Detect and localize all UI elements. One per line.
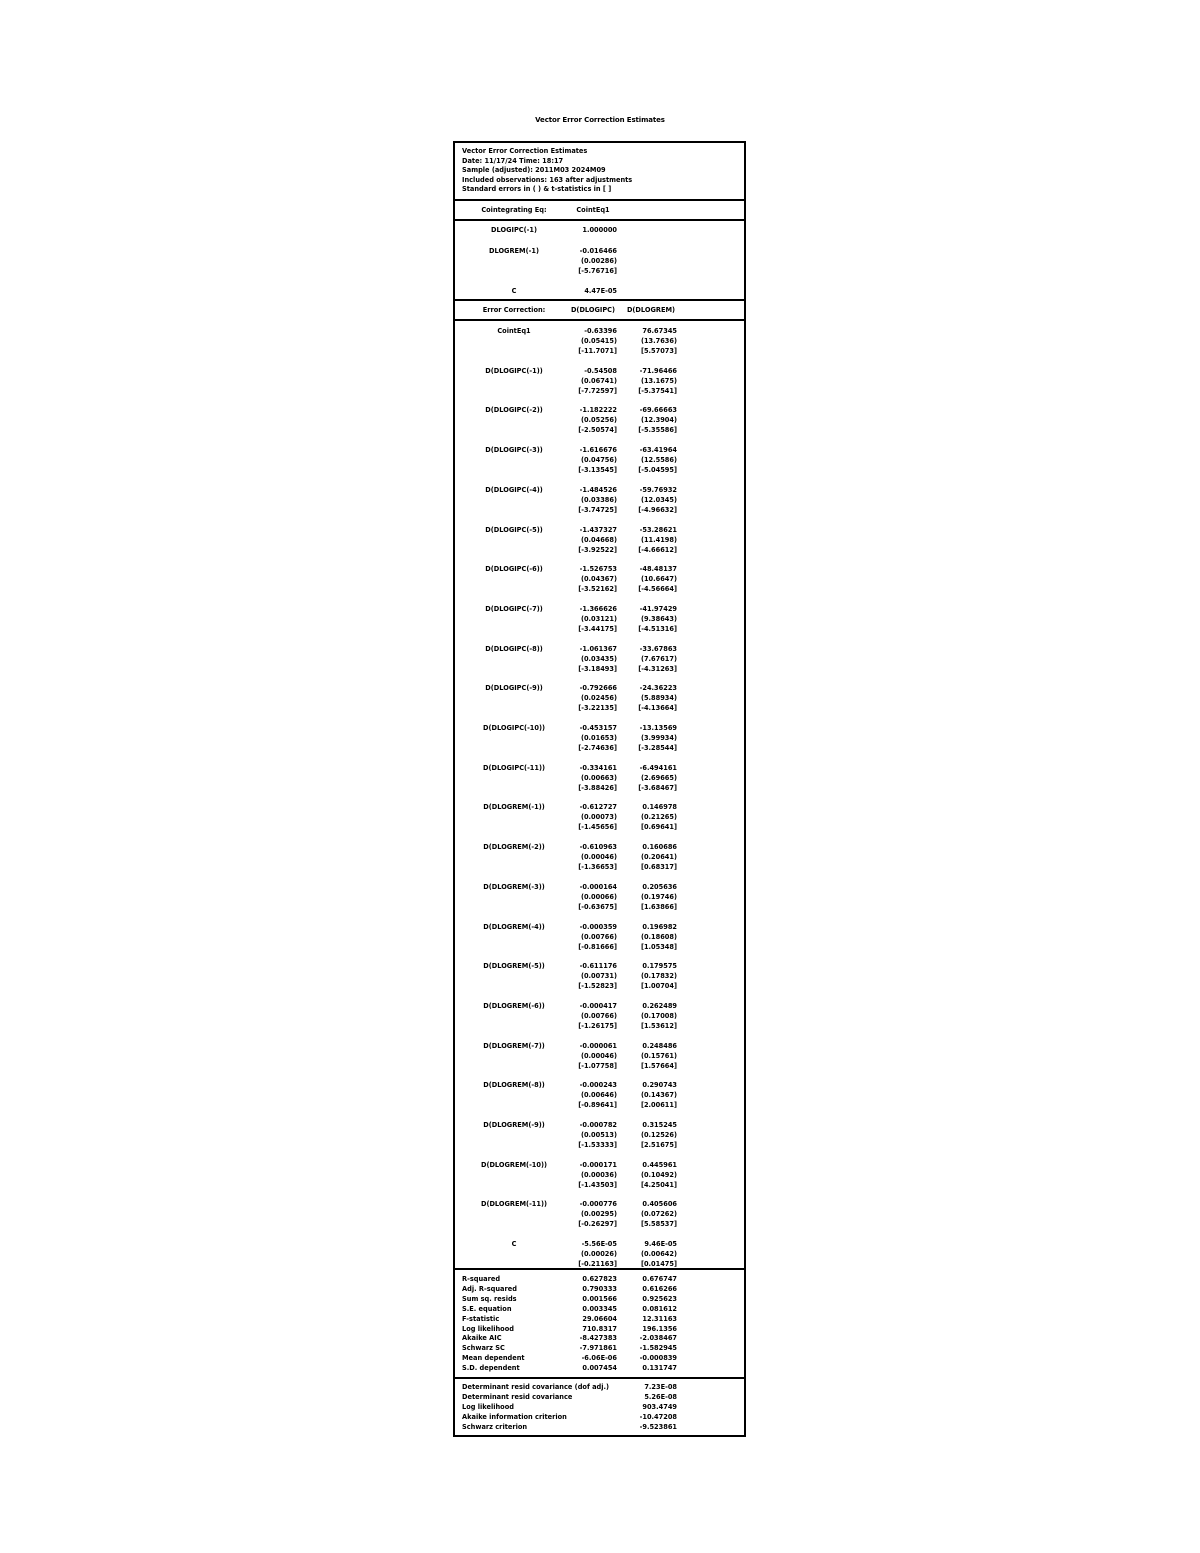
ec-value-rem: [1.53612]	[640, 1021, 677, 1030]
stat-label: Akaike AIC	[462, 1334, 502, 1343]
ec-value-ipc: (0.03121)	[580, 614, 617, 623]
system-stat-value: -10.47208	[639, 1412, 677, 1421]
system-stat-value: 903.4749	[642, 1402, 677, 1411]
ec-value-ipc: -1.526753	[579, 565, 617, 574]
ec-value-ipc: [-1.36653]	[578, 863, 617, 872]
ec-row-label: D(DLOGIPC(-9))	[485, 684, 543, 693]
ec-value-ipc: -0.000417	[579, 1001, 617, 1010]
ec-value-rem: [1.00704]	[640, 982, 677, 991]
coint-row-label: DLOGREM(-1)	[489, 247, 539, 255]
ec-value-ipc: -0.610963	[579, 843, 617, 852]
stat-label: Sum sq. resids	[462, 1294, 517, 1303]
ec-value-ipc: -0.000171	[579, 1160, 617, 1169]
ec-row-label: D(DLOGIPC(-8))	[485, 644, 543, 653]
stat-value-rem: 12.31163	[642, 1314, 677, 1323]
coint-value: [-5.76716]	[578, 267, 617, 275]
ec-value-rem: -71.96466	[639, 366, 677, 375]
ec-value-rem: [0.69641]	[640, 823, 677, 832]
ec-value-ipc: (0.05415)	[580, 337, 617, 345]
ec-value-rem: [-5.37541]	[638, 386, 677, 395]
ec-column-header-ipc: D(DLOGIPC)	[570, 306, 616, 314]
system-stat-label: Log likelihood	[462, 1402, 514, 1411]
coint-header-label: Cointegrating Eq:	[481, 206, 547, 214]
coint-value: (0.00286)	[580, 257, 617, 265]
system-stat-value: -9.523861	[639, 1422, 677, 1431]
ec-value-rem: [-4.66612]	[638, 545, 677, 554]
cointegrating-section	[455, 201, 744, 221]
ec-value-ipc: (0.00295)	[580, 1210, 617, 1219]
stat-value-ipc: 29.06604	[582, 1314, 617, 1323]
ec-value-rem: [2.51675]	[640, 1141, 677, 1149]
ec-value-ipc: [-1.45656]	[578, 823, 617, 832]
ec-row-label: CointEq1	[497, 327, 531, 335]
coint-value: 4.47E-05	[584, 287, 617, 295]
ec-value-rem: [5.57073]	[640, 347, 677, 355]
ec-value-ipc: (0.02456)	[580, 694, 617, 703]
ec-row-label: D(DLOGIPC(-4))	[485, 485, 543, 494]
ec-row-label: D(DLOGREM(-3))	[483, 882, 545, 891]
ec-value-rem: 0.160686	[642, 843, 677, 852]
ec-row-label: D(DLOGIPC(-3))	[485, 446, 543, 455]
ec-value-rem: (0.10492)	[640, 1170, 677, 1179]
ec-value-rem: 0.290743	[642, 1081, 677, 1090]
stat-value-rem: -0.000839	[639, 1354, 677, 1363]
ec-value-rem: (9.38643)	[640, 614, 677, 623]
ec-value-rem: (5.88934)	[640, 694, 677, 703]
ec-value-rem: (11.4198)	[640, 535, 677, 544]
ec-value-rem: [-3.28544]	[638, 744, 677, 752]
ec-value-rem: (0.17832)	[640, 972, 677, 981]
stat-value-rem: 0.131747	[642, 1364, 677, 1373]
header-line: Date: 11/17/24 Time: 18:17	[462, 156, 564, 165]
ec-value-ipc: -0.000061	[579, 1041, 617, 1050]
ec-row-label: D(DLOGIPC(-10))	[482, 724, 546, 732]
ec-value-rem: 0.179575	[642, 962, 677, 971]
stat-label: Log likelihood	[462, 1324, 514, 1333]
ec-value-rem: 9.46E-05	[644, 1240, 677, 1249]
ec-value-ipc: (0.00766)	[580, 932, 617, 941]
stat-label: Adj. R-squared	[462, 1284, 517, 1293]
stat-value-ipc: 0.007454	[582, 1364, 617, 1373]
cointegrating-coefficients	[455, 221, 744, 301]
ec-value-ipc: [-3.74725]	[578, 505, 617, 514]
ec-value-ipc: (0.04756)	[580, 456, 617, 465]
system-stat-value: 7.23E-08	[644, 1383, 677, 1391]
coint-value: 1.000000	[582, 226, 617, 234]
ec-row-label: D(DLOGIPC(-1))	[485, 366, 543, 375]
ec-value-rem: 0.205636	[642, 882, 677, 891]
ec-row-label: D(DLOGREM(-2))	[483, 843, 545, 852]
ec-value-rem: [2.00611]	[640, 1101, 677, 1110]
ec-value-ipc: (0.00646)	[580, 1091, 617, 1100]
ec-value-rem: 0.405606	[642, 1200, 677, 1209]
ec-value-rem: (13.1675)	[640, 376, 677, 385]
ec-value-ipc: -0.54508	[584, 366, 617, 375]
ec-value-rem: [1.05348]	[640, 942, 677, 951]
stat-label: S.D. dependent	[462, 1364, 520, 1373]
header-line: Sample (adjusted): 2011M03 2024M09	[462, 166, 606, 175]
ec-value-rem: (7.67617)	[640, 654, 677, 663]
ec-value-ipc: [-3.52162]	[578, 585, 617, 594]
error-correction-coefficients	[455, 321, 744, 1270]
ec-value-ipc: -0.000776	[579, 1200, 617, 1209]
coint-column-header: CointEq1	[576, 206, 610, 214]
ec-row-label: D(DLOGREM(-4))	[483, 922, 545, 931]
ec-value-ipc: (0.00046)	[580, 1051, 617, 1060]
ec-value-ipc: -0.611176	[579, 962, 617, 971]
ec-value-rem: [5.58537]	[640, 1220, 677, 1229]
system-statistics	[455, 1379, 744, 1435]
ec-value-rem: [-5.04595]	[638, 466, 677, 475]
ec-value-rem: -69.66663	[639, 406, 677, 415]
ec-value-ipc: (0.00073)	[580, 813, 617, 822]
ec-value-rem: (0.20641)	[640, 853, 677, 862]
ec-value-ipc: -0.000164	[579, 882, 617, 891]
ec-value-rem: -53.28621	[639, 525, 677, 534]
ec-value-ipc: [-7.72597]	[578, 386, 617, 395]
document-title: Vector Error Correction Estimates	[535, 116, 665, 124]
stat-value-rem: -2.038467	[639, 1334, 677, 1343]
stat-value-ipc: -6.06E-06	[581, 1354, 617, 1363]
ec-row-label: D(DLOGIPC(-11))	[482, 763, 546, 772]
ec-value-rem: 0.262489	[642, 1001, 677, 1010]
coint-row-label: C	[511, 287, 517, 295]
ec-value-rem: -33.67863	[639, 644, 677, 653]
error-correction-header	[455, 301, 744, 321]
ec-value-ipc: -0.000243	[579, 1081, 617, 1090]
ec-value-ipc: [-11.7071]	[578, 347, 617, 355]
ec-value-rem: -6.494161	[639, 763, 677, 772]
vecm-output-table	[453, 141, 746, 1437]
ec-row-label: D(DLOGIPC(-5))	[485, 525, 543, 534]
ec-value-ipc: (0.03435)	[580, 654, 617, 663]
ec-value-ipc: [-3.18493]	[578, 664, 617, 673]
stat-value-ipc: 0.003345	[582, 1304, 617, 1313]
ec-value-ipc: (0.00046)	[580, 853, 617, 862]
ec-value-rem: (0.19746)	[640, 892, 677, 901]
ec-value-ipc: (0.01653)	[580, 734, 617, 742]
ec-value-rem: (0.17008)	[640, 1011, 677, 1020]
ec-value-rem: 0.445961	[642, 1160, 677, 1169]
ec-column-header-rem: D(DLOGREM)	[626, 306, 676, 314]
ec-value-rem: 76.67345	[642, 327, 677, 335]
stat-value-ipc: 0.627823	[582, 1275, 617, 1283]
stat-label: F-statistic	[462, 1314, 500, 1323]
ec-value-ipc: [-1.43503]	[578, 1180, 617, 1189]
ec-value-ipc: -0.612727	[579, 803, 617, 812]
ec-value-rem: [4.25041]	[640, 1180, 677, 1189]
ec-value-ipc: (0.04668)	[580, 535, 617, 544]
estimation-header	[455, 143, 744, 201]
ec-value-rem: 0.315245	[642, 1121, 677, 1129]
ec-row-label: D(DLOGREM(-8))	[483, 1081, 545, 1090]
ec-value-rem: (12.3904)	[640, 416, 677, 425]
ec-value-ipc: -0.453157	[579, 724, 617, 732]
ec-value-rem: (12.5586)	[640, 456, 677, 465]
ec-value-ipc: (0.00766)	[580, 1011, 617, 1020]
ec-value-ipc: (0.03386)	[580, 495, 617, 504]
ec-value-rem: (13.7636)	[640, 337, 677, 345]
ec-row-label: D(DLOGREM(-11))	[480, 1200, 548, 1209]
ec-value-ipc: -1.366626	[579, 604, 617, 613]
ec-value-ipc: [-0.81666]	[578, 942, 617, 951]
ec-value-ipc: [-3.44175]	[578, 624, 617, 633]
ec-row-label: D(DLOGREM(-9))	[483, 1121, 545, 1129]
ec-value-rem: (12.0345)	[640, 495, 677, 504]
stat-value-ipc: -7.971861	[579, 1344, 617, 1353]
stat-value-rem: 0.616266	[642, 1284, 677, 1293]
stat-label: S.E. equation	[462, 1304, 512, 1313]
ec-value-ipc: [-3.92522]	[578, 545, 617, 554]
ec-value-ipc: (0.04367)	[580, 575, 617, 584]
ec-value-ipc: [-3.13545]	[578, 466, 617, 475]
ec-value-rem: [-3.68467]	[638, 783, 677, 792]
ec-value-ipc: [-1.26175]	[578, 1021, 617, 1030]
coint-row-label: DLOGIPC(-1)	[491, 226, 537, 234]
ec-value-ipc: [-1.07758]	[578, 1061, 617, 1070]
ec-value-rem: (3.99934)	[640, 734, 677, 742]
ec-value-rem: [1.57664]	[640, 1061, 677, 1070]
stat-value-rem: 0.676747	[642, 1275, 677, 1283]
stat-value-rem: 0.081612	[642, 1304, 677, 1313]
ec-value-rem: (0.12526)	[640, 1131, 677, 1139]
stat-value-rem: -1.582945	[639, 1344, 677, 1353]
system-stat-label: Akaike information criterion	[462, 1412, 567, 1421]
ec-value-ipc: (0.00036)	[580, 1170, 617, 1179]
stat-value-ipc: 710.8317	[582, 1324, 617, 1333]
ec-value-rem: (0.00642)	[640, 1250, 677, 1259]
ec-value-ipc: (0.00066)	[580, 892, 617, 901]
ec-value-ipc: [-1.52823]	[578, 982, 617, 991]
ec-value-rem: [-4.56664]	[638, 585, 677, 594]
ec-value-ipc: [-1.53333]	[578, 1141, 617, 1149]
ec-value-ipc: -1.061367	[579, 644, 617, 653]
ec-row-label: C	[511, 1240, 517, 1249]
ec-value-rem: 0.248486	[642, 1041, 677, 1050]
ec-value-ipc: [-3.22135]	[578, 704, 617, 713]
ec-value-ipc: [-0.63675]	[578, 902, 617, 911]
ec-value-ipc: -0.000782	[579, 1121, 617, 1129]
ec-value-ipc: -5.56E-05	[581, 1240, 617, 1249]
ec-value-rem: -48.48137	[639, 565, 677, 574]
header-line: Standard errors in ( ) & t-statistics in [ ]	[462, 185, 612, 194]
ec-value-rem: (0.18608)	[640, 932, 677, 941]
ec-value-rem: (2.69665)	[640, 773, 677, 782]
ec-value-ipc: [-2.50574]	[578, 426, 617, 435]
ec-value-rem: (10.6647)	[640, 575, 677, 584]
ec-header-label: Error Correction:	[482, 306, 546, 314]
ec-value-rem: (0.07262)	[640, 1210, 677, 1219]
ec-row-label: D(DLOGREM(-5))	[483, 962, 545, 971]
ec-value-ipc: -0.334161	[579, 763, 617, 772]
ec-value-rem: -13.13569	[639, 724, 677, 732]
ec-row-label: D(DLOGIPC(-2))	[485, 406, 543, 415]
header-line: Included observations: 163 after adjustments	[462, 175, 633, 184]
ec-value-ipc: [-0.21163]	[578, 1260, 617, 1269]
ec-value-rem: -24.36223	[639, 684, 677, 693]
ec-value-rem: (0.15761)	[640, 1051, 677, 1060]
ec-value-ipc: -1.437327	[579, 525, 617, 534]
ec-value-rem: [-4.96632]	[638, 505, 677, 514]
stat-value-rem: 0.925623	[642, 1294, 677, 1303]
ec-value-ipc: [-3.88426]	[578, 783, 617, 792]
ec-value-ipc: (0.00663)	[580, 773, 617, 782]
system-stat-label: Determinant resid covariance (dof adj.)	[462, 1383, 610, 1391]
ec-value-rem: (0.21265)	[640, 813, 677, 822]
ec-value-rem: (0.14367)	[640, 1091, 677, 1100]
ec-value-ipc: (0.06741)	[580, 376, 617, 385]
ec-value-ipc: -1.182222	[579, 406, 617, 415]
ec-value-ipc: -0.000359	[579, 922, 617, 931]
stat-value-rem: 196.1356	[642, 1324, 677, 1333]
ec-value-rem: -41.97429	[639, 604, 677, 613]
ec-row-label: D(DLOGIPC(-6))	[485, 565, 543, 574]
ec-value-rem: 0.196982	[642, 922, 677, 931]
stat-label: Schwarz SC	[462, 1344, 505, 1353]
ec-row-label: D(DLOGREM(-7))	[483, 1041, 545, 1050]
ec-value-rem: [1.63866]	[640, 902, 677, 911]
ec-value-rem: -59.76932	[639, 485, 677, 494]
ec-value-rem: [-4.31263]	[638, 664, 677, 673]
ec-value-ipc: [-0.26297]	[578, 1220, 617, 1229]
system-stat-label: Schwarz criterion	[462, 1422, 528, 1431]
coint-value: -0.016466	[579, 247, 617, 255]
ec-value-rem: [0.68317]	[640, 863, 677, 872]
ec-row-label: D(DLOGIPC(-7))	[485, 604, 543, 613]
ec-value-ipc: -1.484526	[579, 485, 617, 494]
header-line: Vector Error Correction Estimates	[462, 147, 588, 155]
ec-value-ipc: -0.63396	[584, 327, 617, 335]
ec-value-ipc: [-0.89641]	[578, 1101, 617, 1110]
ec-value-rem: [0.01475]	[640, 1260, 677, 1269]
stat-label: Mean dependent	[462, 1354, 525, 1363]
stat-label: R-squared	[462, 1275, 501, 1283]
ec-row-label: D(DLOGREM(-6))	[483, 1001, 545, 1010]
ec-value-rem: -63.41964	[639, 446, 677, 455]
ec-value-rem: [-4.51316]	[638, 624, 677, 633]
ec-value-rem: 0.146978	[642, 803, 677, 812]
stat-value-ipc: 0.790333	[582, 1284, 617, 1293]
stat-value-ipc: -8.427383	[579, 1334, 617, 1343]
equation-statistics	[455, 1270, 744, 1379]
ec-value-ipc: [-2.74636]	[578, 744, 617, 752]
ec-value-ipc: (0.05256)	[580, 416, 617, 425]
system-stat-value: 5.26E-08	[644, 1392, 677, 1401]
system-stat-label: Determinant resid covariance	[462, 1392, 573, 1401]
ec-row-label: D(DLOGREM(-10))	[480, 1160, 548, 1169]
ec-value-ipc: (0.00731)	[580, 972, 617, 981]
ec-value-ipc: (0.00026)	[580, 1250, 617, 1259]
ec-value-rem: [-4.13664]	[638, 704, 677, 713]
stat-value-ipc: 0.001566	[582, 1294, 617, 1303]
ec-row-label: D(DLOGREM(-1))	[483, 803, 545, 812]
ec-value-ipc: -0.792666	[579, 684, 617, 693]
ec-value-ipc: (0.00513)	[580, 1131, 617, 1139]
ec-value-ipc: -1.616676	[579, 446, 617, 455]
ec-value-rem: [-5.35586]	[638, 426, 677, 435]
